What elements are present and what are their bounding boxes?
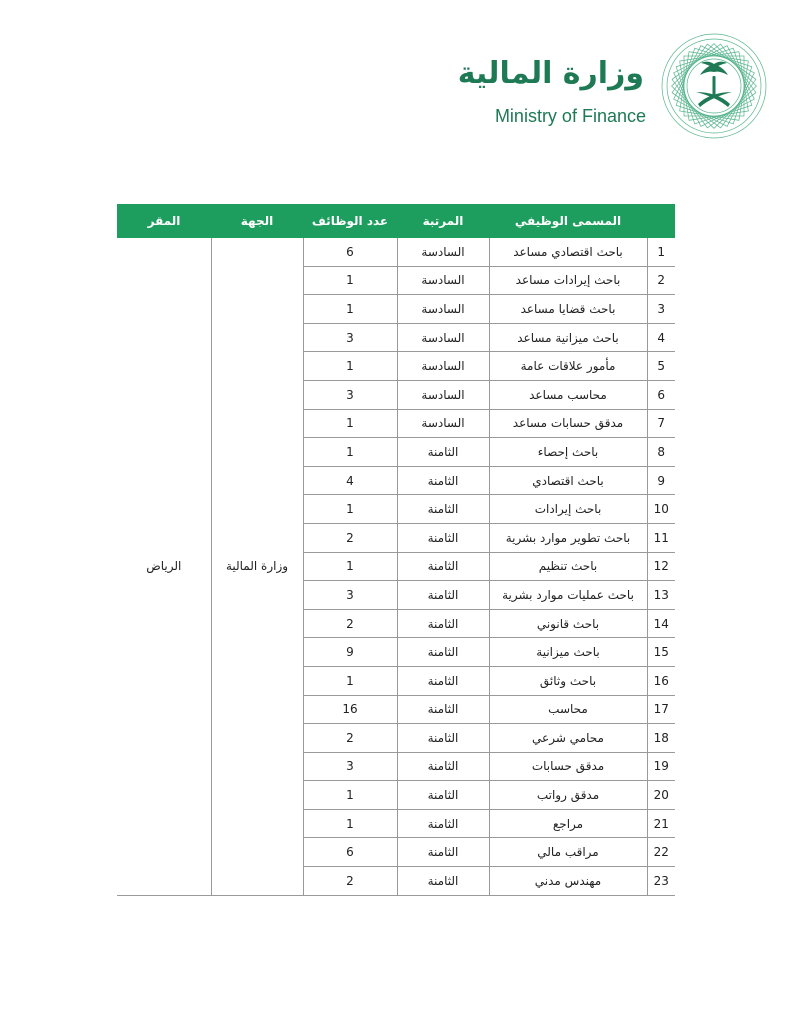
job-count-cell: 2 <box>303 609 397 638</box>
job-count-cell: 16 <box>303 695 397 724</box>
job-title-cell: محامي شرعي <box>489 724 647 753</box>
job-count-cell: 1 <box>303 409 397 438</box>
job-title-cell: باحث تطوير موارد بشرية <box>489 523 647 552</box>
grade-cell: الثامنة <box>397 466 489 495</box>
row-number-cell: 21 <box>647 809 675 838</box>
job-count-cell: 1 <box>303 438 397 467</box>
grade-cell: الثامنة <box>397 867 489 896</box>
grade-cell: الثامنة <box>397 724 489 753</box>
job-title-cell: باحث وثائق <box>489 666 647 695</box>
job-count-cell: 6 <box>303 238 397 266</box>
job-count-cell: 2 <box>303 523 397 552</box>
job-count-cell: 1 <box>303 266 397 295</box>
row-number-cell: 4 <box>647 323 675 352</box>
header-entity: الجهة <box>211 204 303 238</box>
job-count-cell: 1 <box>303 352 397 381</box>
grade-cell: الثامنة <box>397 438 489 467</box>
job-title-cell: باحث إيرادات <box>489 495 647 524</box>
job-count-cell: 3 <box>303 752 397 781</box>
grade-cell: الثامنة <box>397 638 489 667</box>
grade-cell: الثامنة <box>397 581 489 610</box>
row-number-cell: 9 <box>647 466 675 495</box>
job-count-cell: 3 <box>303 581 397 610</box>
logo-arabic-text: وزارة المالية <box>457 56 644 91</box>
grade-cell: السادسة <box>397 266 489 295</box>
row-number-cell: 14 <box>647 609 675 638</box>
entity-cell: وزارة المالية <box>211 238 303 895</box>
job-count-cell: 3 <box>303 323 397 352</box>
row-number-cell: 1 <box>647 238 675 266</box>
job-count-cell: 1 <box>303 666 397 695</box>
job-title-cell: محاسب مساعد <box>489 380 647 409</box>
grade-cell: الثامنة <box>397 838 489 867</box>
job-count-cell: 1 <box>303 552 397 581</box>
job-title-cell: باحث ميزانية <box>489 638 647 667</box>
row-number-cell: 7 <box>647 409 675 438</box>
row-number-cell: 10 <box>647 495 675 524</box>
job-count-cell: 4 <box>303 466 397 495</box>
table-row <box>117 238 675 266</box>
jobs-table-container <box>117 204 675 896</box>
job-count-cell: 2 <box>303 867 397 896</box>
job-count-cell: 3 <box>303 380 397 409</box>
job-title-cell: باحث ميزانية مساعد <box>489 323 647 352</box>
grade-cell: السادسة <box>397 323 489 352</box>
grade-cell: السادسة <box>397 352 489 381</box>
row-number-cell: 19 <box>647 752 675 781</box>
row-number-cell: 6 <box>647 380 675 409</box>
jobs-table <box>117 204 675 896</box>
row-number-cell: 17 <box>647 695 675 724</box>
row-number-cell: 2 <box>647 266 675 295</box>
logo-english-text: Ministry of Finance <box>494 106 646 126</box>
grade-cell: الثامنة <box>397 809 489 838</box>
grade-cell: الثامنة <box>397 609 489 638</box>
row-number-cell: 5 <box>647 352 675 381</box>
palm-swords-emblem-icon <box>658 30 770 142</box>
header-count: عدد الوظائف <box>303 204 397 238</box>
row-number-cell: 13 <box>647 581 675 610</box>
row-number-cell: 15 <box>647 638 675 667</box>
job-count-cell: 1 <box>303 781 397 810</box>
job-title-cell: مأمور علاقات عامة <box>489 352 647 381</box>
job-count-cell: 2 <box>303 724 397 753</box>
row-number-cell: 8 <box>647 438 675 467</box>
row-number-cell: 3 <box>647 295 675 324</box>
job-count-cell: 1 <box>303 809 397 838</box>
grade-cell: السادسة <box>397 380 489 409</box>
job-title-cell: مهندس مدني <box>489 867 647 896</box>
table-header-row <box>117 204 675 238</box>
grade-cell: الثامنة <box>397 752 489 781</box>
row-number-cell: 20 <box>647 781 675 810</box>
grade-cell: الثامنة <box>397 523 489 552</box>
job-title-cell: باحث قضايا مساعد <box>489 295 647 324</box>
job-title-cell: باحث إحصاء <box>489 438 647 467</box>
job-count-cell: 1 <box>303 495 397 524</box>
row-number-cell: 16 <box>647 666 675 695</box>
job-title-cell: مدقق حسابات مساعد <box>489 409 647 438</box>
job-title-cell: مدقق حسابات <box>489 752 647 781</box>
row-number-cell: 18 <box>647 724 675 753</box>
job-count-cell: 9 <box>303 638 397 667</box>
job-title-cell: باحث قانوني <box>489 609 647 638</box>
job-title-cell: باحث عمليات موارد بشرية <box>489 581 647 610</box>
job-title-cell: محاسب <box>489 695 647 724</box>
grade-cell: السادسة <box>397 409 489 438</box>
ministry-logo <box>457 30 770 140</box>
job-count-cell: 6 <box>303 838 397 867</box>
header-grade: المرتبة <box>397 204 489 238</box>
header-title: المسمى الوظيفي <box>489 204 647 238</box>
grade-cell: الثامنة <box>397 781 489 810</box>
grade-cell: الثامنة <box>397 552 489 581</box>
job-title-cell: باحث اقتصادي <box>489 466 647 495</box>
header-number <box>647 204 675 238</box>
job-title-cell: باحث اقتصادي مساعد <box>489 238 647 266</box>
header-hq: المقر <box>117 204 211 238</box>
row-number-cell: 23 <box>647 867 675 896</box>
job-title-cell: مراقب مالي <box>489 838 647 867</box>
job-title-cell: مراجع <box>489 809 647 838</box>
grade-cell: الثامنة <box>397 495 489 524</box>
grade-cell: السادسة <box>397 238 489 266</box>
job-title-cell: باحث إيرادات مساعد <box>489 266 647 295</box>
row-number-cell: 11 <box>647 523 675 552</box>
row-number-cell: 12 <box>647 552 675 581</box>
row-number-cell: 22 <box>647 838 675 867</box>
grade-cell: السادسة <box>397 295 489 324</box>
grade-cell: الثامنة <box>397 695 489 724</box>
hq-cell: الرياض <box>117 238 211 895</box>
job-count-cell: 1 <box>303 295 397 324</box>
grade-cell: الثامنة <box>397 666 489 695</box>
job-title-cell: مدقق رواتب <box>489 781 647 810</box>
job-title-cell: باحث تنظيم <box>489 552 647 581</box>
